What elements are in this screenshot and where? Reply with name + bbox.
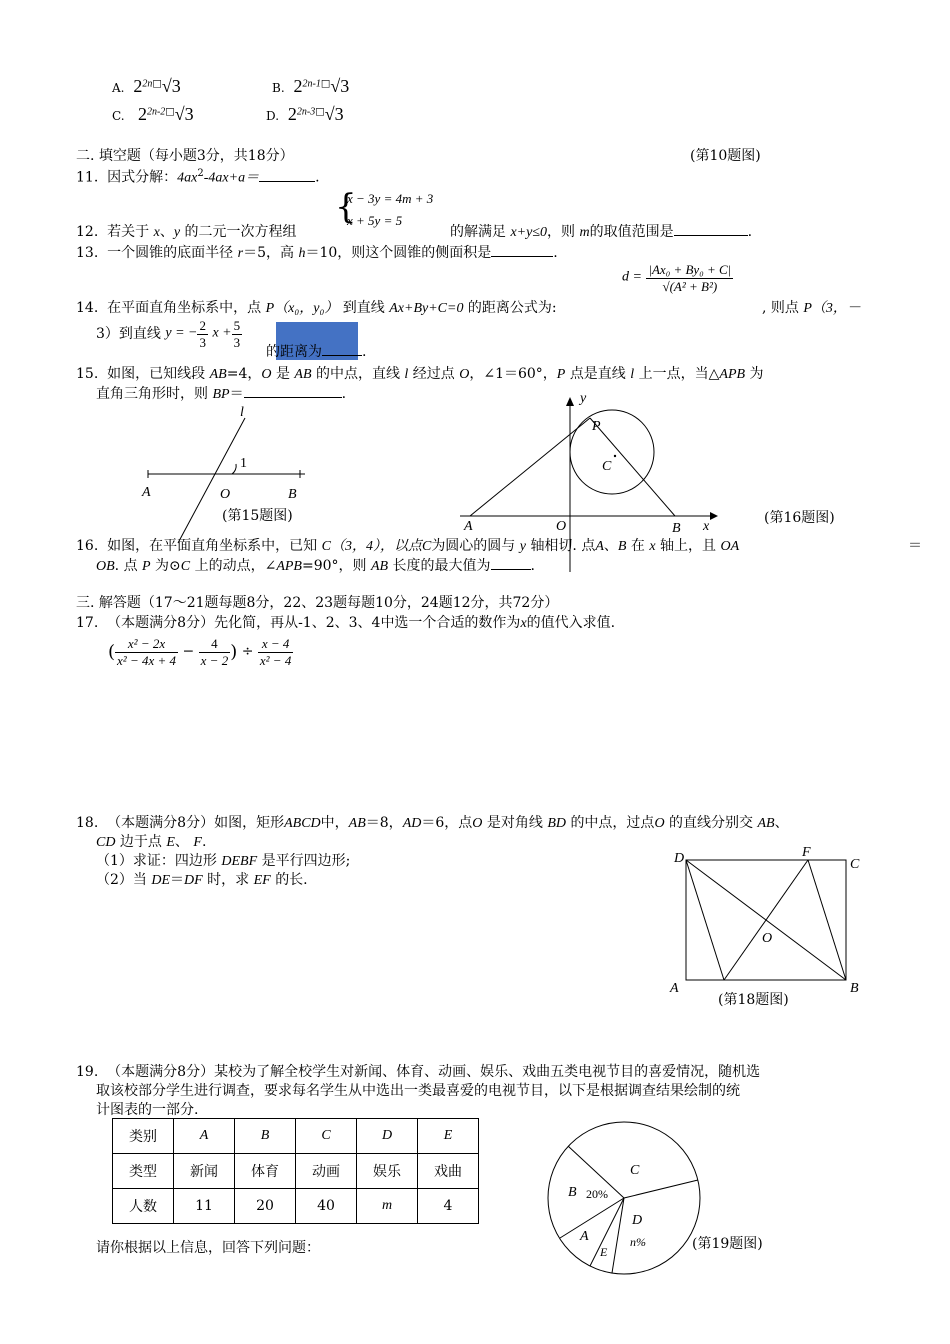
table-cell: 20 <box>235 1189 296 1224</box>
question-18: 18. （本题满分8分）如图，矩形ABCD中，AB＝8，AD＝6，点O 是对角线 BD 的中点，过点O 的直线分别交 AB、 <box>76 815 789 831</box>
table-cell: 娱乐 <box>357 1154 418 1189</box>
table-cell: 动画 <box>296 1154 357 1189</box>
table-cell: A <box>174 1119 235 1154</box>
pie-label-b: B <box>568 1185 577 1200</box>
section-3-heading: 三. 解答题（17～21题每题8分，22、23题每题10分，24题12分，共72分） <box>76 595 559 611</box>
table-cell: 戏曲 <box>418 1154 479 1189</box>
table-cell: C <box>296 1119 357 1154</box>
table-cell: 类别 <box>113 1119 174 1154</box>
fig18-label-b: B <box>850 981 859 996</box>
question-13: 13. 一个圆锥的底面半径 r＝5，高 h＝10，则这个圆锥的侧面积是 . <box>76 245 558 261</box>
fig18-label-c: C <box>850 857 860 872</box>
q17-expression: ( $\frac{\text{x² − 2x}}{\text{x² − 4x + 4}}$ − $\frac{4}{x - 2}$ ) ÷ $\frac{x - 4}{\text{x² − 4}}$ <box>108 636 292 668</box>
fig18-label-d: D <box>674 851 685 866</box>
survey-table <box>112 1118 479 1224</box>
fig16-label-x: x <box>703 519 710 534</box>
pie-label-c: C <box>630 1163 640 1178</box>
option-a: A. $2^{2n□}√3$ <box>112 76 181 96</box>
question-11: 11. 因式分解：$4ax^2-4ax+a=$ . <box>76 168 320 186</box>
fig15-label-l: l <box>240 405 244 420</box>
option-d: D. $2^{2n-3□}√3$ <box>266 104 344 124</box>
question-18-line2: CD 边于点 E、 F. <box>96 834 207 850</box>
table-cell: B <box>235 1119 296 1154</box>
option-b: B. $2^{2n-1□}√3$ <box>272 76 350 96</box>
figure-18 <box>668 846 868 996</box>
figure-19-pie <box>546 1118 716 1278</box>
table-cell: 新闻 <box>174 1154 235 1189</box>
fig16-label-y: y <box>580 391 587 406</box>
question-19: 19. （本题满分8分）某校为了解全校学生对新闻、体育、动画、娱乐、戏曲五类电视节目的喜爱情况，随机选 <box>76 1064 761 1080</box>
table-row <box>113 1154 479 1189</box>
question-16-eq: ＝ <box>908 538 922 554</box>
fig16-label-p: P <box>592 419 601 434</box>
pie-label-e: E <box>600 1245 608 1259</box>
pie-label-a: A <box>580 1229 589 1244</box>
question-19-line3: 计图表的一部分. <box>96 1102 199 1118</box>
distance-formula: d = $\frac{\text{|Ax₀ + By₀ + C|}}{\text{√(A² + B²)}}$ <box>622 262 732 294</box>
table-cell: 人数 <box>113 1189 174 1224</box>
question-12-cont: 的解满足 x+y≤0，则 m的取值范围是 . <box>450 224 753 240</box>
question-18-part2: （2）当 DE＝DF 时，求 EF 的长. <box>96 872 308 888</box>
fig15-label-1: 1 <box>240 456 247 471</box>
fig18-caption: (第18题图) <box>718 992 789 1008</box>
table-cell: E <box>418 1119 479 1154</box>
question-15-line2: 直角三角形时，则 BP＝ . <box>96 386 347 402</box>
question-16: 16. 如图，在平面直角坐标系中，已知 C（3，4），以点C为圆心的圆与 y 轴相切. 点A、B 在 x 轴上，且 OA <box>76 538 740 554</box>
fig16-label-b: B <box>672 521 681 536</box>
question-16-line2: OB. 点 P 为⊙C 上的动点，∠APB=90°，则 AB 长度的最大值为 . <box>96 558 535 574</box>
fig16-label-a: A <box>464 519 473 534</box>
question-19-line2: 取该校部分学生进行调查，要求每名学生从中选出一类最喜爱的电视节目，以下是根据调查结果绘制的统 <box>96 1083 740 1099</box>
pie-label-d-pct: n% <box>630 1235 646 1249</box>
question-14-line2: 3）到直线 y = − $\frac{2}{3}$ x + $\frac{5}{3}$ <box>96 318 241 350</box>
table-cell: 体育 <box>235 1154 296 1189</box>
fig15-label-a: A <box>142 485 151 500</box>
fig18-label-f: F <box>802 845 811 860</box>
fig15-label-b: B <box>288 487 297 502</box>
fig15-label-o: O <box>220 487 231 502</box>
question-14: 14. 在平面直角坐标系中，点 P（x₀，y₀） 到直线 Ax+By+C=0 的距离公式为: <box>76 300 557 316</box>
table-cell: 类型 <box>113 1154 174 1189</box>
question-19-prompt: 请你根据以上信息，回答下列问题： <box>96 1240 320 1256</box>
pie-label-b-pct: 20% <box>586 1187 608 1201</box>
table-cell: D <box>357 1119 418 1154</box>
fig10-caption: (第10题图) <box>690 148 761 164</box>
question-14-tail: , 则点 P（3，－ <box>762 300 861 316</box>
fig16-label-o: O <box>556 519 567 534</box>
fig16-caption: (第16题图) <box>764 510 835 526</box>
fig18-label-o: O <box>762 931 773 946</box>
table-cell: 40 <box>296 1189 357 1224</box>
table-row <box>113 1119 479 1154</box>
table-cell: m <box>357 1189 418 1224</box>
fig15-caption: (第15题图) <box>222 508 293 524</box>
section-2-heading: 二. 填空题（每小题3分，共18分） <box>76 148 294 164</box>
pie-label-d: D <box>632 1213 643 1228</box>
question-12: 12. 若关于 x、y 的二元一次方程组 <box>76 224 297 240</box>
question-14-end: 的距离为 . <box>266 344 367 360</box>
table-cell: 4 <box>418 1189 479 1224</box>
fig16-label-c: C <box>602 459 612 474</box>
fig19-caption: (第19题图) <box>692 1236 763 1252</box>
question-18-part1: （1）求证：四边形 DEBF 是平行四边形; <box>96 853 351 869</box>
table-cell: 11 <box>174 1189 235 1224</box>
question-15: 15. 如图，已知线段 AB=4，O 是 AB 的中点，直线 l 经过点 O，∠1＝60°，P 点是直线 l 上一点，当△APB 为 <box>76 366 764 382</box>
table-row <box>113 1189 479 1224</box>
question-17: 17. （本题满分8分）先化简，再从-1、2、3、4中选一个合适的数作为x的值代入求值. <box>76 615 616 631</box>
fig18-label-a: A <box>670 981 679 996</box>
option-c: C. $2^{2n-2□}√3$ <box>112 104 194 124</box>
